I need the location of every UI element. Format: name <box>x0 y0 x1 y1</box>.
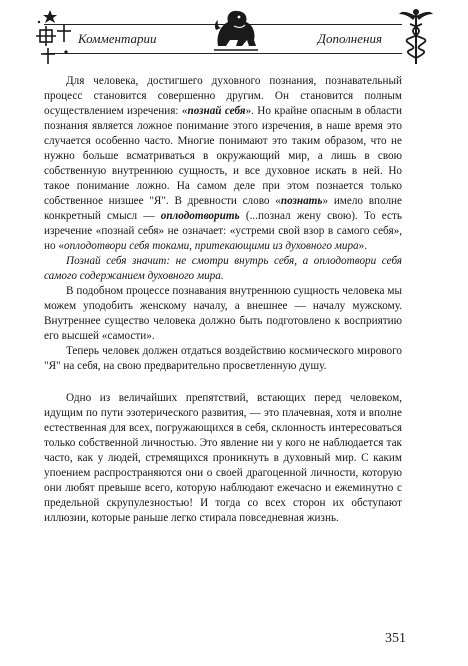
tab-comments: Комментарии <box>78 31 157 46</box>
paragraph-2: Познай себя значит: не смотри внутрь себя, а оплодотвори себя самого содержанием духовного мира. <box>44 255 402 282</box>
crosses-star-emblem-icon <box>36 8 76 66</box>
page-number: 351 <box>385 631 406 646</box>
paragraph-1: Для человека, достигшего духовного познания, познавательный процесс становится совершенно другим. Он становится полным осуществлением изречения: «познай себя». Но крайне опасным в области познания является ложное понимание этого изречения, в наше время это случается особенно часто. Многие понимают это таким образом, что не нужно больше всматриваться в окружающий мир, а лишь в свою собственную внутреннюю сущность, и все духовное искать в ней. Но такое понимание ложно. На самом деле при этом познается только собственное низшее "Я". В древности слово «познать» имело вполне конкретный смысл — оплодотворить (...познал жену свою). То есть изречение «познай себя» не означает: «устреми свой взор в самого себя», но «оплодотвори себя токами, притекающими из духовного мира». <box>44 75 402 252</box>
lion-emblem-icon <box>212 6 260 56</box>
tab-additions: Дополнения <box>317 31 382 46</box>
paragraph-5: Одно из величайших препятствий, встающих перед человеком, идущим по пути эзотерического развития, — это плачевная, хотя и вполне естественная для всех, погружающихся в себя, склонность интересоваться только собственной личностью. Это явление ни у кого не наблюдается так часто, как у людей, стремящихся проникнуть в духовный мир. С каким упоением распространяются они о своей драгоценной личности, которую они любят превыше всего, которую наблюдают ежечасно и ежеминутно с предельной скрупулезностью! И тогда со всех сторон их обступают иллюзии, которые раньше легко стирала повседневная жизнь. <box>44 392 402 524</box>
caduceus-emblem-icon <box>398 6 434 66</box>
paragraph-3: В подобном процессе познавания внутреннюю сущность человека мы можем уподобить женскому началу, а внешнее — началу мужскому. Внутреннее существо человека должно быть подготовлено к восприятию его высшей «самости». <box>44 285 402 342</box>
paragraph-4: Теперь человек должен отдаться воздействию космического мирового "Я" на себя, на свою предварительно просветленную душу. <box>44 345 402 372</box>
main-text <box>44 74 402 526</box>
